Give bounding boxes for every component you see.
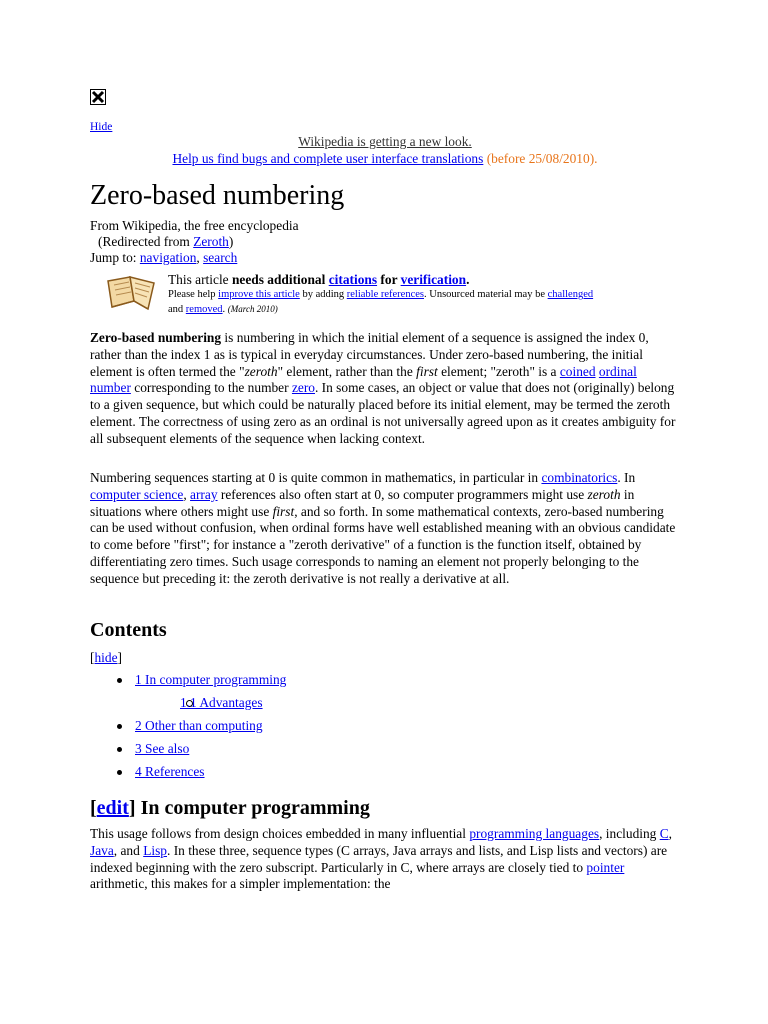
close-icon — [91, 90, 105, 104]
toc-item — [90, 717, 490, 740]
toc-link-references[interactable]: 4 References — [135, 764, 205, 779]
redirect-suffix: ) — [228, 234, 234, 249]
combinatorics-link[interactable]: combinatorics — [541, 470, 618, 485]
programming-languages-link[interactable]: programming languages — [469, 826, 600, 841]
notice-and: and — [168, 304, 186, 315]
toc-link-computer-programming[interactable]: 1 In computer programming — [135, 672, 287, 687]
toc-list — [90, 671, 490, 786]
intro-paragraph-2 — [90, 470, 680, 588]
toc-item — [90, 763, 490, 786]
c-language-link[interactable]: C — [659, 826, 669, 841]
notice-line2 — [168, 288, 688, 317]
toc-link-advantages[interactable]: 1.1 Advantages — [180, 695, 263, 710]
p3-text-b: , including — [599, 826, 660, 841]
bullet-icon — [117, 678, 122, 683]
notice-please: Please help — [168, 289, 219, 300]
reliable-references-link[interactable]: reliable references — [346, 289, 424, 300]
java-link[interactable]: Java — [90, 842, 114, 858]
notice-dot: . — [222, 304, 228, 315]
toc-title: Contents — [90, 619, 167, 641]
p3-text-d: , and — [113, 842, 144, 858]
coined-link[interactable]: coined — [559, 363, 596, 379]
notice-unsourced: . Unsourced material may be — [424, 289, 548, 300]
section-title: In computer programming — [135, 797, 370, 819]
citations-link[interactable]: citations — [328, 272, 378, 287]
p1-text-c: element; "zeroth" is a — [437, 363, 560, 379]
p2-text-f: , and so forth. In some mathematical contexts, zero-based numbering can be used without confusion, when ordinal forms have well established meaning with an obvious candidate to come before "first"; for instance a "zeroth derivative" of a function is the function itself, obtained by differentiating zero times. Such usage corresponds to naming an element not properly belonging to the sequence but preceding it: the zeroth derivative is not really a derivative at all. — [90, 503, 676, 586]
redirect-msg — [90, 234, 680, 250]
p3-text-f: arithmetic, this makes for a simpler implementation: the — [90, 876, 391, 892]
p2-text-c: , — [183, 486, 191, 502]
intro-bold-term: Zero-based numbering — [90, 330, 222, 345]
p2-italic-zeroth: zeroth — [587, 486, 621, 502]
toc-bracket-close: ] — [117, 650, 122, 665]
p2-italic-first: first — [272, 503, 295, 519]
toc-link-see-also[interactable]: 3 See also — [135, 741, 190, 756]
toc-hide-link[interactable]: hide — [94, 650, 118, 665]
site-sub: From Wikipedia, the free encyclopedia — [90, 218, 299, 233]
jump-search-link[interactable]: search — [203, 250, 238, 265]
new-look-link[interactable]: Wikipedia is getting a new look. — [298, 134, 472, 149]
edit-bracket-close: ] — [128, 797, 136, 819]
article-meta — [90, 218, 680, 266]
p1-text-e: corresponding to the number — [130, 380, 292, 396]
notice-text-bold: needs additional — [231, 272, 329, 287]
programming-paragraph — [90, 826, 680, 893]
notice-deadline: (before 25/08/2010). — [483, 151, 598, 166]
verification-link[interactable]: verification — [400, 272, 467, 287]
section-heading-computer-programming — [90, 795, 370, 821]
notice-text-a: This article — [168, 272, 232, 287]
site-notice — [90, 133, 680, 167]
bullet-icon — [117, 747, 122, 752]
p3-text-e: . In these three, sequence types (C arrays, Java arrays and lists, and Lisp lists and vectors) are indexed beginning with the zero subscript. Particularly in C, where arrays are closely tied to — [90, 842, 668, 875]
notice-text-period: . — [466, 272, 470, 287]
jump-sep: , — [196, 250, 204, 265]
p1-text-f: . In some cases, an object or value that does not (originally) belong to a given sequence, but which could be naturally placed before its initial element, may be termed the zeroth element. The correctness of using zero as an ordinal is not universally agreed upon as it creates ambiguity for all subsequent elements of the sequence when lacking context. — [90, 380, 676, 446]
p2-text-b: . In — [617, 470, 636, 485]
refimprove-notice — [104, 271, 684, 319]
p2-text-d: references also often start at 0, so computer programmers might use — [217, 486, 588, 502]
p1-text-b: " element, rather than the — [277, 363, 417, 379]
toc-item — [90, 740, 490, 763]
edit-section-link[interactable]: edit — [96, 797, 129, 819]
p1-italic-zeroth: zeroth — [244, 363, 278, 379]
hide-notice-link[interactable]: Hide — [90, 121, 113, 133]
close-notice-button[interactable] — [90, 89, 106, 105]
toc-item — [90, 671, 490, 694]
edit-bracket-open: [ — [90, 797, 97, 819]
intro-paragraph-1 — [90, 330, 680, 448]
redirect-source-link[interactable]: Zeroth — [193, 234, 229, 249]
notice-line1 — [168, 271, 688, 288]
improve-article-link[interactable]: improve this article — [218, 289, 300, 300]
toc-item — [90, 694, 490, 717]
jump-to — [90, 250, 680, 266]
p1-italic-first: first — [416, 363, 438, 379]
jump-navigation-link[interactable]: navigation — [139, 250, 197, 265]
open-book-icon — [104, 271, 160, 313]
array-link[interactable]: array — [190, 486, 218, 502]
p2-text-e: in situations where others might use — [90, 486, 635, 519]
p2-text-a: Numbering sequences starting at 0 is quite common in mathematics, in particular in — [90, 470, 542, 485]
p1-text-a: is numbering in which the initial element of a sequence is assigned the index 0, rather than the index 1 as is typical in everyday circumstances. Under zero-based numbering, the initial element is often termed the " — [90, 330, 649, 379]
notice-by-adding: by adding — [299, 289, 347, 300]
toc-link-other-than-computing[interactable]: 2 Other than computing — [135, 718, 263, 733]
toc-bracket-open: [ — [90, 650, 95, 665]
removed-link[interactable]: removed — [185, 304, 223, 315]
ordinal-number-link[interactable]: ordinal number — [90, 363, 637, 396]
notice-text-for: for — [377, 272, 401, 287]
notice-text — [168, 271, 688, 317]
bullet-icon — [117, 724, 122, 729]
zero-link[interactable]: zero — [291, 380, 315, 396]
jump-prefix: Jump to: — [90, 250, 140, 265]
feedback-link[interactable]: Help us find bugs and complete user interface translations — [172, 151, 484, 166]
page-title: Zero-based numbering — [90, 180, 345, 211]
computer-science-link[interactable]: computer science — [90, 486, 184, 502]
p3-text-a: This usage follows from design choices embedded in many influential — [90, 826, 470, 841]
challenged-link[interactable]: challenged — [547, 289, 594, 300]
redirect-prefix: (Redirected from — [98, 234, 194, 249]
lisp-link[interactable]: Lisp — [143, 842, 167, 858]
bullet-icon — [117, 770, 122, 775]
notice-date: (March 2010) — [227, 304, 278, 314]
pointer-link[interactable]: pointer — [586, 859, 625, 875]
toc-toggle — [90, 649, 122, 666]
p3-text-c: , — [668, 826, 673, 841]
